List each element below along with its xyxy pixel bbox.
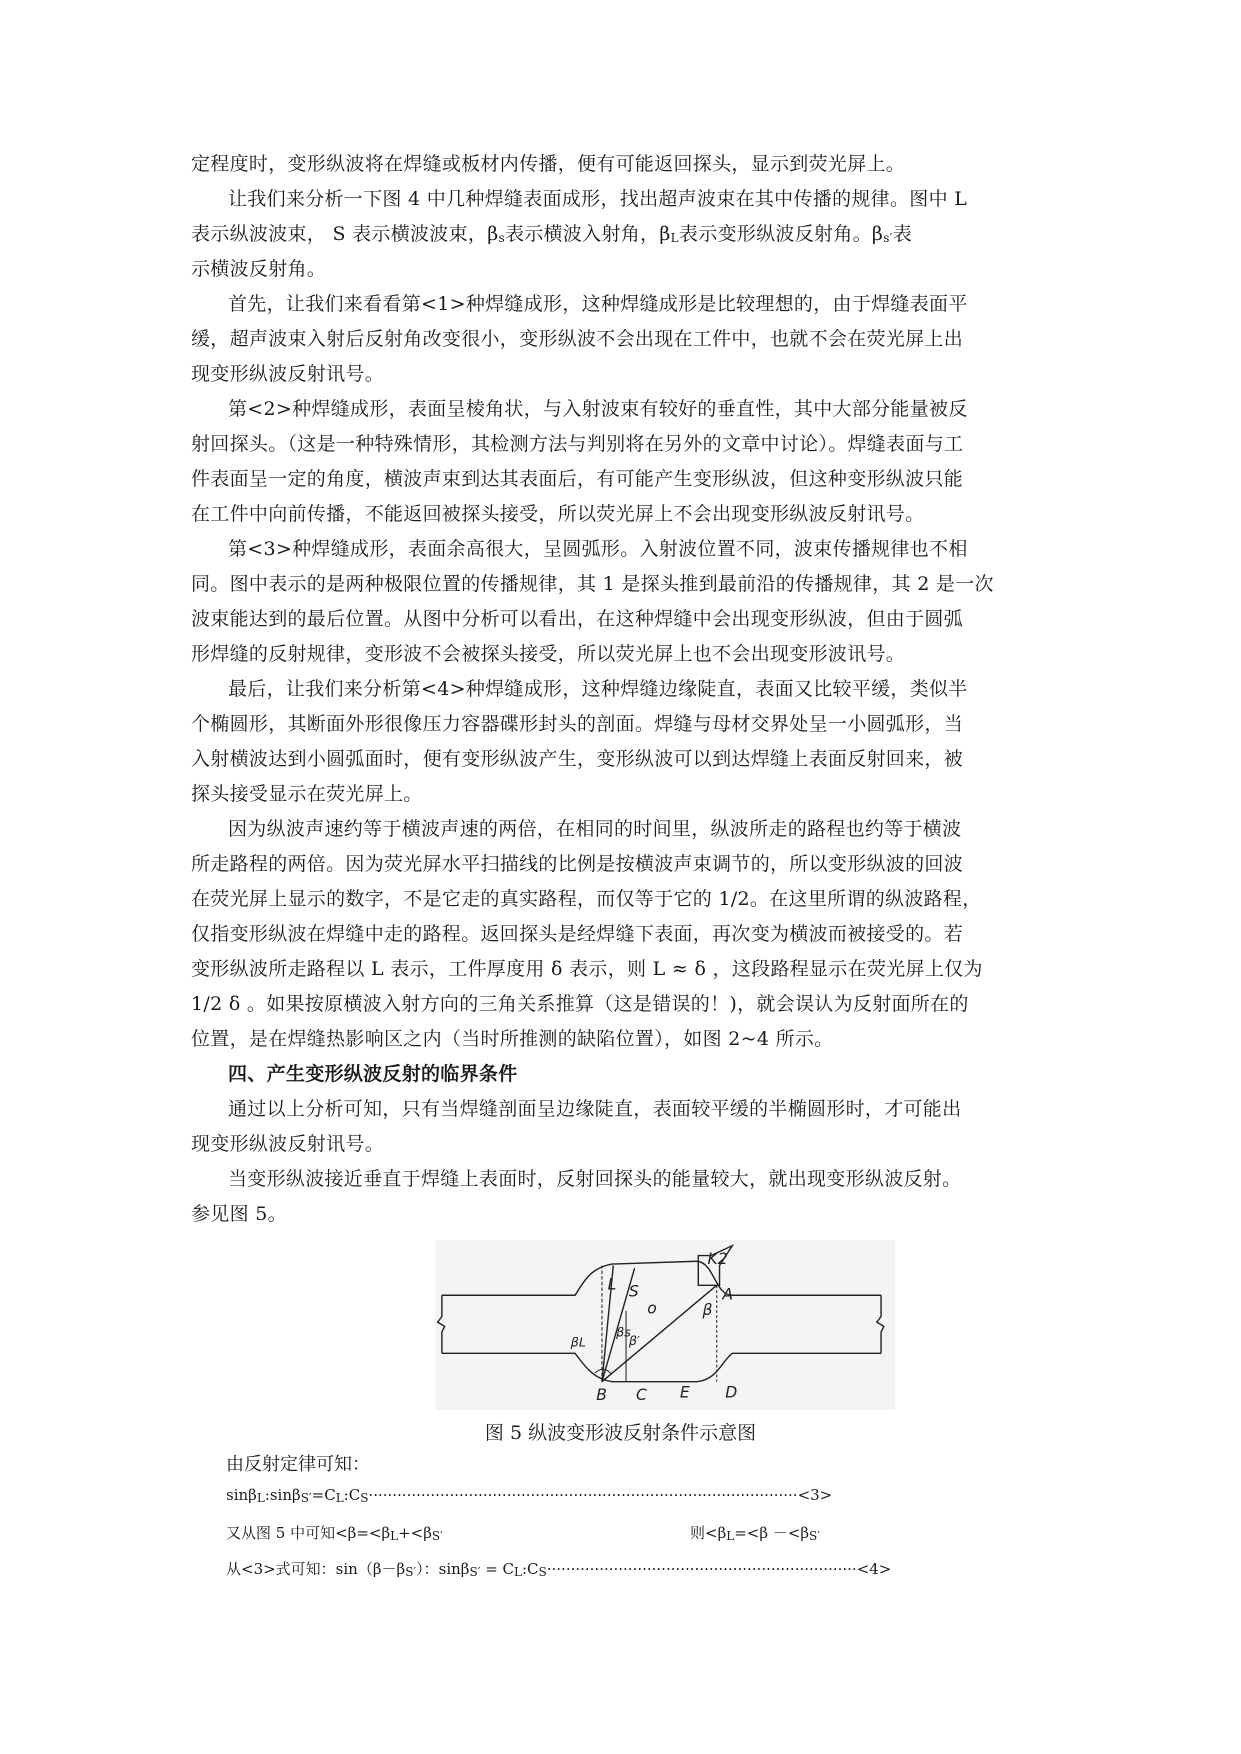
label-beta-l: βL <box>570 1335 587 1351</box>
formula-intro: 由反射定律可知： <box>226 1454 370 1475</box>
paragraph-line: 入射横波达到小圆弧面时，便有变形纵波产生，变形纵波可以到达焊缝上表面反射回来，被 <box>191 748 964 770</box>
paragraph-line: 让我们来分析一下图 4 中几种焊缝表面成形，找出超声波束在其中传播的规律。图中 L <box>228 188 968 210</box>
paragraph-line: 所走路程的两倍。因为荧光屏水平扫描线的比例是按横波声束调节的，所以变形纵波的回波 <box>191 853 964 875</box>
paragraph-line: 缓，超声波束入射后反射角改变很小，变形纵波不会出现在工件中，也就不会在荧光屏上出 <box>191 328 964 350</box>
paragraph-line: 件表面呈一定的角度，横波声束到达其表面后，有可能产生变形纵波，但这种变形纵波只能 <box>191 468 964 490</box>
paragraph-line: 现变形纵波反射讯号。 <box>191 1133 385 1155</box>
paragraph-line: 1/2 δ 。如果按原横波入射方向的三角关系推算（这是错误的！)，就会误认为反射面所在的 <box>191 993 969 1015</box>
label-o: o <box>647 1299 657 1318</box>
label-c: C <box>635 1386 647 1405</box>
label-k2: K2 <box>707 1250 728 1269</box>
paragraph-line: 个椭圆形，其断面外形很像压力容器碟形封头的剖面。焊缝与母材交界处呈一小圆弧形，当 <box>191 713 964 735</box>
label-l: L <box>607 1275 617 1294</box>
formula-4: 从<3>式可知：$\sin(\beta-\beta_{S'})$：$\sin\beta_{S'} = C_L:C_S\cdot\cdot\cdot\cdot\cdot\cdot\cdot\cdot\cdot\cdot\cdot\cdot\cdot\cdot\cdot\cdot\cdot\cdot\cdot\cdot\cdot\cdot\cdot\cdot\cdot\cdot\cdot\cdot\cdot\cdot\cdot\cdot\cdot\cdot\cdot\cdot\cdot\cdot\cdot\cdot\cdot\cdot\cdot\cdot\cdot\cdot\cdot\cdot\cdot\cdot\cdot\cdot\cdot\cdot\cdot\cdot\cdot\cdot\cdot\cdot\cdot\cdot\cdot\cdot\cdot<4>$ <box>226 1560 892 1579</box>
label-a: A <box>722 1285 734 1304</box>
figure-background <box>435 1240 895 1410</box>
paragraph-line: 通过以上分析可知，只有当焊缝剖面呈边缘陡直，表面较平缓的半椭圆形时，才可能出 <box>228 1098 962 1120</box>
paragraph-line: 仅指变形纵波在焊缝中走的路程。返回探头是经焊缝下表面，再次变为横波而被接受的。若 <box>191 923 964 945</box>
paragraph-line: 因为纵波声速约等于横波声速的两倍，在相同的时间里，纵波所走的路程也约等于横波 <box>228 818 962 840</box>
paragraph-line: 当变形纵波接近垂直于焊缝上表面时，反射回探头的能量较大，就出现变形纵波反射。 <box>228 1168 962 1190</box>
paragraph-line: 在荧光屏上显示的数字，不是它走的真实路程，而仅等于它的 1/2。在这里所谓的纵波路程， <box>191 888 982 910</box>
paragraph-line: 现变形纵波反射讯号。 <box>191 363 385 385</box>
label-beta-s: βs <box>616 1325 631 1341</box>
formula-angle-derived: 则$<\beta_L=<\beta -<\beta_{S'}$ <box>690 1524 820 1543</box>
paragraph-line: 参见图 5。 <box>191 1203 287 1225</box>
figure-caption: 图 5 纵波变形波反射条件示意图 <box>484 1422 757 1444</box>
figure-5-diagram <box>340 1240 990 1410</box>
paragraph-line: 首先，让我们来看看第<1>种焊缝成形，这种焊缝成形是比较理想的，由于焊缝表面平 <box>228 293 968 315</box>
paragraph-line: 表示纵波波束， S 表示横波波束，$\beta_s$表示横波入射角，$\beta_L$表示变形纵波反射角。$\beta_{s'}$表 <box>191 223 913 245</box>
paragraph-line: 第<2>种焊缝成形，表面呈棱角状，与入射波束有较好的垂直性，其中大部分能量被反 <box>228 398 968 420</box>
paragraph-line: 第<3>种焊缝成形，表面余高很大，呈圆弧形。入射波位置不同，波束传播规律也不相 <box>228 538 968 560</box>
formula-3: $\sin\beta_L:\sin\beta_{S'}=C_L:C_S\cdot\cdot\cdot\cdot\cdot\cdot\cdot\cdot\cdot\cdot\cdot\cdot\cdot\cdot\cdot\cdot\cdot\cdot\cdot\cdot\cdot\cdot\cdot\cdot\cdot\cdot\cdot\cdot\cdot\cdot\cdot\cdot\cdot\cdot\cdot\cdot\cdot\cdot\cdot\cdot\cdot\cdot\cdot\cdot\cdot\cdot\cdot\cdot\cdot\cdot\cdot\cdot\cdot\cdot\cdot\cdot\cdot\cdot\cdot\cdot\cdot\cdot\cdot\cdot\cdot\cdot\cdot\cdot\cdot\cdot\cdot\cdot\cdot\cdot\cdot\cdot\cdot\cdot\cdot\cdot\cdot\cdot\cdot\cdot\cdot\cdot\cdot\cdot\cdot\cdot<3>$ <box>226 1486 833 1505</box>
paragraph-line: 变形纵波所走路程以 L 表示，工件厚度用 δ 表示，则 L ≈ δ ，这段路程显示在荧光屏上仅为 <box>191 958 983 980</box>
paragraph-line: 波束能达到的最后位置。从图中分析可以看出，在这种焊缝中会出现变形纵波，但由于圆弧 <box>191 608 964 630</box>
paragraph-line: 在工件中向前传播，不能返回被探头接受，所以荧光屏上不会出现变形纵波反射讯号。 <box>191 503 925 525</box>
paragraph-line: 示横波反射角。 <box>191 258 327 280</box>
paragraph-line: 形焊缝的反射规律，变形波不会被探头接受，所以荧光屏上也不会出现变形波讯号。 <box>191 643 906 665</box>
paragraph-line: 探头接受显示在荧光屏上。 <box>191 783 423 805</box>
label-b: B <box>596 1386 607 1405</box>
paragraph-line: 同。图中表示的是两种极限位置的传播规律，其 1 是探头推到最前沿的传播规律，其 2 是一次 <box>191 573 994 595</box>
paragraph-line: 位置，是在焊缝热影响区之内（当时所推测的缺陷位置），如图 2~4 所示。 <box>191 1028 834 1050</box>
section-heading: 四、产生变形纵波反射的临界条件 <box>228 1063 518 1085</box>
paragraph-line: 定程度时，变形纵波将在焊缝或板材内传播，便有可能返回探头，显示到荧光屏上。 <box>191 153 906 175</box>
paragraph-line: 射回探头。（这是一种特殊情形，其检测方法与判别将在另外的文章中讨论）。焊缝表面与工 <box>191 433 964 455</box>
label-e: E <box>679 1383 690 1402</box>
label-d: D <box>725 1383 738 1402</box>
label-beta-prime: β′ <box>628 1333 640 1349</box>
label-s: S <box>628 1282 639 1301</box>
label-beta: β <box>702 1301 713 1320</box>
formula-angle-relation: 又从图 5 中可知$<\beta=<\beta_L+<\beta_{S'}$ <box>226 1524 443 1543</box>
paragraph-line: 最后，让我们来分析第<4>种焊缝成形，这种焊缝边缘陡直，表面又比较平缓，类似半 <box>228 678 968 700</box>
